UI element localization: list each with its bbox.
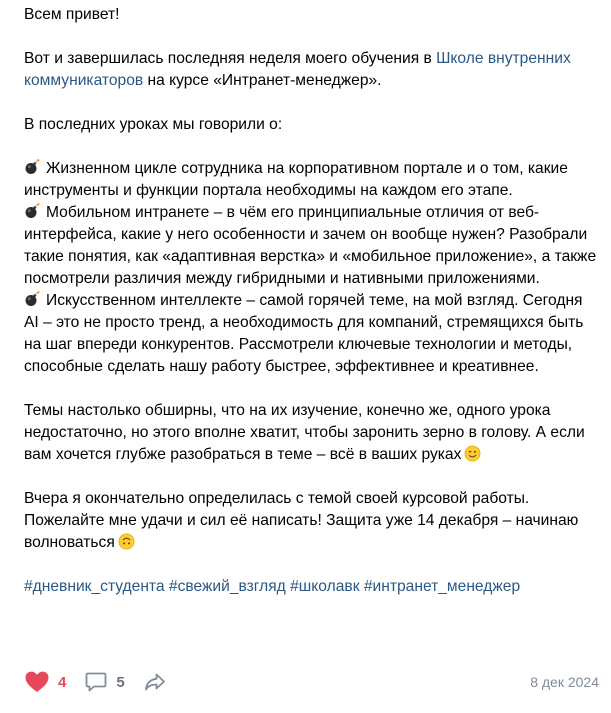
- school-link[interactable]: Школе внутренних коммуникаторов: [24, 50, 571, 89]
- hashtag[interactable]: #дневник_студента: [24, 578, 165, 595]
- bomb-icon: [24, 291, 40, 307]
- bullet-item: [24, 290, 599, 378]
- bullet-item: [24, 202, 599, 290]
- comment-count: 5: [116, 673, 125, 691]
- like-button[interactable]: [24, 670, 66, 694]
- intro-paragraph: [24, 48, 599, 92]
- topics-heading: В последних уроках мы говорили о:: [24, 116, 283, 133]
- share-button[interactable]: [143, 670, 167, 694]
- bomb-icon: [24, 159, 40, 175]
- bullet-text: Искусственном интеллекте – самой горячей теме, на мой взгляд. Сегодня AI – это не просто тренд, а необходимость для компаний, стремящихся быть на шаг впереди конкурентов. Рассмотрели ключевые технологии и методы, способные сделать нашу работу быстрее, эффективнее и креативнее.: [24, 292, 584, 375]
- like-count: 4: [58, 673, 67, 691]
- bomb-icon: [24, 203, 40, 219]
- themes-text: Темы настолько обширны, что на их изучение, конечно же, одного урока недостаточно, но этого вполне хватит, чтобы заронить зерно в голову. А если вам хочется глубже разобраться в теме – всё в ваших руках: [24, 402, 585, 463]
- intro-text: Вот и завершилась последняя неделя моего обучения в: [24, 50, 437, 67]
- intro-text-end: на курсе «Интранет-менеджер».: [143, 72, 382, 89]
- hashtag[interactable]: #школавк: [290, 578, 360, 595]
- post-date[interactable]: 8 дек 2024: [530, 674, 599, 690]
- hashtags: [24, 576, 599, 598]
- bullet-item: [24, 158, 599, 202]
- heart-icon: [24, 670, 50, 694]
- wink-emoji-icon: [464, 445, 481, 462]
- comment-icon: [84, 670, 108, 694]
- bullet-text: Жизненном цикле сотрудника на корпоративном портале и о том, какие инструменты и функции портала необходимы на каждом его этапе.: [24, 160, 568, 199]
- post-text: [24, 4, 599, 598]
- final-paragraph: [24, 488, 599, 554]
- final-text: Вчера я окончательно определилась с темой своей курсовой работы. Пожелайте мне удачи и сил её написать! Защита уже 14 декабря – начинаю волноваться: [24, 490, 579, 551]
- post-footer: [24, 668, 599, 696]
- greeting: Всем привет!: [24, 6, 120, 23]
- upside-down-face-icon: [118, 533, 135, 550]
- hashtag[interactable]: #свежий_взгляд: [168, 578, 286, 595]
- themes-paragraph: [24, 400, 599, 466]
- share-icon: [143, 670, 167, 694]
- comment-button[interactable]: [84, 670, 124, 694]
- bullet-text: Мобильном интранете – в чём его принципиальные отличия от веб-интерфейса, какие у него особенности и зачем он вообще нужен? Разобрали такие понятия, как «адаптивная верстка» и «мобильное приложение», а также посмотрели различия между гибридными и нативными приложениями.: [24, 204, 597, 287]
- hashtag[interactable]: #интранет_менеджер: [363, 578, 521, 595]
